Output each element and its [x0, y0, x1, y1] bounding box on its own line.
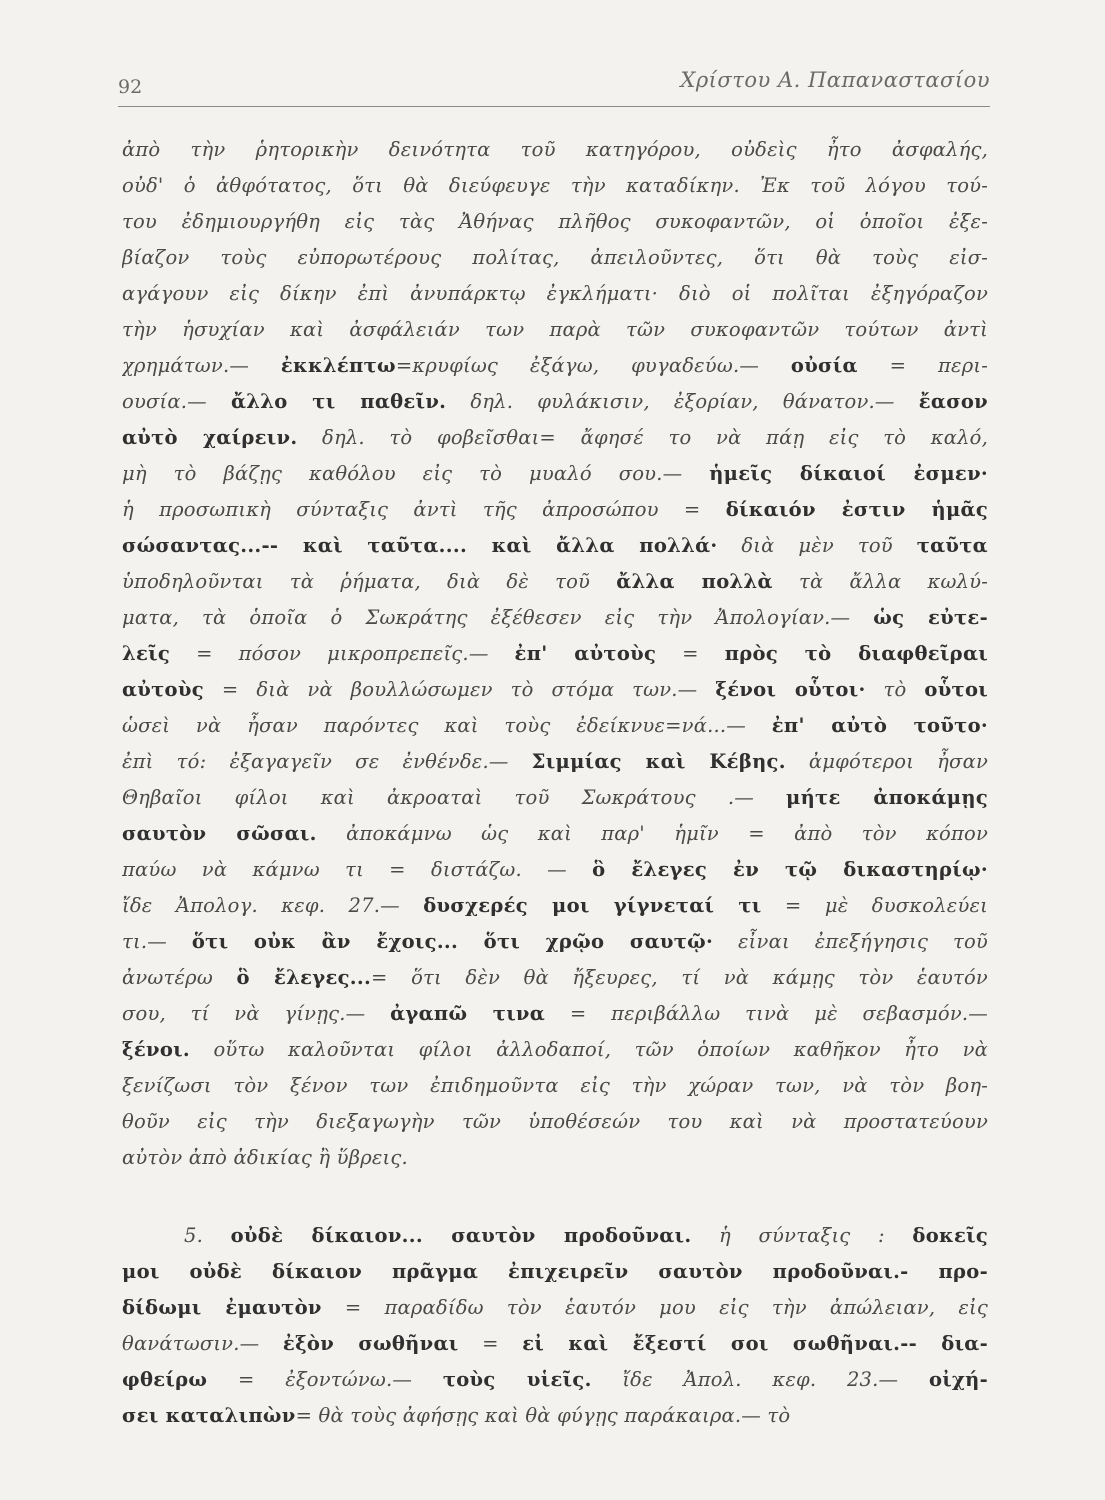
text-segment: ἴδε Ἀπολ. κεφ. 23.—: [591, 1368, 929, 1391]
text-segment: = διὰ νὰ βουλλώσωμεν τὸ στόμα των.—: [203, 678, 716, 701]
bold-term: οὗτοι: [924, 678, 988, 701]
paragraph: [122, 1218, 988, 1434]
text-segment: =κρυφίως ἐξάγω, φυγαδεύω.—: [395, 354, 791, 377]
bold-term: ταῦτα: [916, 534, 988, 557]
bold-term: πρὸς τὸ διαφθεῖραι: [724, 642, 988, 665]
bold-term: ἐπ' αὐτὸ τοῦτο·: [771, 714, 988, 737]
text-segment: ματα, τὰ ὁποῖα ὁ Σωκράτης ἐξέθεσεν εἰς τὴν Ἀπολογίαν.—: [122, 606, 874, 629]
paragraph-gap: [122, 1176, 988, 1218]
text-segment: = παραδίδω τὸν ἑαυτόν μου εἰς τὴν ἀπώλειαν, εἰς: [321, 1296, 988, 1319]
bold-term: σώσαντας...-- καὶ ταῦτα.... καὶ ἄλλα πολλά·: [122, 534, 718, 557]
text-segment: ἐπὶ τό: ἐξαγαγεῖν σε ἐνθένδε.—: [122, 750, 532, 773]
text-segment: του ἐδημιουργήθη εἰς τὰς Ἀθήνας πλῆθος συκοφαντῶν, οἱ ὁποῖοι ἐξε-: [122, 210, 988, 233]
text-line: [122, 456, 988, 492]
bold-term: εἰ καὶ ἔξεστί σοι σωθῆναι.-- δια-: [522, 1332, 988, 1355]
text-segment: =: [656, 642, 725, 665]
bold-term: οἰχή-: [928, 1368, 988, 1391]
text-line: [122, 492, 988, 528]
text-segment: ἡ προσωπικὴ σύνταξις ἀντὶ τῆς ἀπροσώπου =: [122, 498, 726, 521]
text-line: [122, 708, 988, 744]
bold-term: ὅτι οὐκ ἂν ἔχοις... ὅτι χρῷο σαυτῷ·: [191, 930, 714, 953]
text-line: [122, 1326, 988, 1362]
bold-term: τοὺς υἱεῖς.: [442, 1368, 592, 1391]
text-segment: αὐτὸν ἀπὸ ἀδικίας ἢ ὕβρεις.: [122, 1146, 408, 1169]
text-line: [122, 1032, 988, 1068]
bold-term: αὐτὸ χαίρειν.: [122, 426, 298, 449]
text-segment: παύω νὰ κάμνω τι = διστάζω. —: [122, 858, 593, 881]
text-segment: =: [458, 1332, 523, 1355]
text-segment: = ἐξοντώνω.—: [207, 1368, 443, 1391]
text-segment: ἀποκάμνω ὡς καὶ παρ' ἡμῖν = ἀπὸ τὸν κόπον: [316, 822, 988, 845]
bold-term: λεῖς: [122, 642, 171, 665]
text-segment: ἀπὸ τὴν ῥητορικὴν δεινότητα τοῦ κατηγόρου, οὐδεὶς ἦτο ἀσφαλής,: [122, 138, 988, 161]
bold-term: δυσχερές μοι γίγνεταί τι: [423, 894, 762, 917]
text-line: [122, 420, 988, 456]
text-segment: ἴδε Ἀπολογ. κεφ. 27.—: [122, 894, 424, 917]
text-line: [122, 204, 988, 240]
text-line: [122, 384, 988, 420]
text-line: [122, 744, 988, 780]
text-segment: Θηβαῖοι φίλοι καὶ ἀκροαταὶ τοῦ Σωκράτους .—: [122, 786, 786, 809]
text-line: [122, 1140, 988, 1176]
text-segment: τὰ ἄλλα κωλύ-: [772, 570, 988, 593]
bold-term: ξένοι.: [122, 1038, 190, 1061]
bold-term: σαυτὸν σῶσαι.: [122, 822, 317, 845]
paragraph: [122, 132, 988, 1176]
page-number: 92: [118, 76, 143, 98]
text-line: [122, 1290, 988, 1326]
text-line: [122, 1254, 988, 1290]
text-segment: = μὲ δυσκολεύει: [761, 894, 988, 917]
text-line: [122, 132, 988, 168]
text-line: [122, 996, 988, 1032]
bold-term: φθείρω: [122, 1368, 208, 1391]
text-line: [122, 240, 988, 276]
text-segment: οὕτω καλοῦνται φίλοι ἀλλοδαποί, τῶν ὁποίων καθῆκον ἦτο νὰ: [189, 1038, 988, 1061]
text-segment: ὡσεὶ νὰ ἦσαν παρόντες καὶ τοὺς ἐδείκνυε=νά...—: [122, 714, 772, 737]
text-line: [122, 1398, 988, 1434]
bold-term: ἔασον: [918, 390, 988, 413]
bold-term: ξένοι οὗτοι·: [715, 678, 866, 701]
text-segment: εἶναι ἐπεξήγησις τοῦ: [713, 930, 988, 953]
bold-term: ἄλλα πολλὰ: [616, 570, 773, 593]
bold-term: ἐξὸν σωθῆναι: [282, 1332, 459, 1355]
text-segment: δηλ. φυλάκισιν, ἐξορίαν, θάνατον.—: [446, 390, 919, 413]
text-segment: βίαζον τοὺς εὐπορωτέρους πολίτας, ἀπειλοῦντες, ὅτι θὰ τοὺς εἰσ-: [122, 246, 988, 269]
text-segment: τὴν ἡσυχίαν καὶ ἀσφάλειάν των παρὰ τῶν συκοφαντῶν τούτων ἀντὶ: [122, 318, 988, 341]
bold-term: ἐπ' αὐτοὺς: [514, 642, 657, 665]
text-line: [122, 1068, 988, 1104]
text-line: [122, 168, 988, 204]
bold-term: ἡμεῖς δίκαιοί ἐσμεν·: [709, 462, 988, 485]
bold-term: οὐδὲ δίκαιον... σαυτὸν προδοῦναι.: [230, 1224, 692, 1247]
text-segment: ξενίζωσι τὸν ξένον των ἐπιδημοῦντα εἰς τὴν χώραν των, νὰ τὸν βοη-: [122, 1074, 988, 1097]
text-segment: ουσία.—: [122, 390, 231, 413]
text-segment: δηλ. τὸ φοβεῖσθαι= ἄφησέ το νὰ πάῃ εἰς τὸ καλό,: [297, 426, 988, 449]
bold-term: δοκεῖς: [912, 1224, 988, 1247]
bold-term: μήτε ἀποκάμῃς: [786, 786, 988, 809]
text-line: [122, 600, 988, 636]
text-segment: ἀμφότεροι ἦσαν: [785, 750, 988, 773]
text-segment: = περι-: [857, 354, 988, 377]
text-line: [122, 1362, 988, 1398]
text-segment: τὸ: [865, 678, 925, 701]
text-line: [122, 276, 988, 312]
text-line: [122, 636, 988, 672]
bold-term: ὡς εὐτε-: [873, 606, 988, 629]
text-segment: = θὰ τοὺς ἀφήσῃς καὶ θὰ φύγῃς παράκαιρα.— τὸ: [295, 1404, 791, 1427]
bold-term: ἀγαπῶ τινα: [390, 1002, 546, 1025]
bold-term: οὐσία: [790, 354, 858, 377]
text-segment: = ὅτι δὲν θὰ ἤξευρες, τί νὰ κάμῃς τὸν ἑαυτόν: [371, 966, 988, 989]
page-header: [118, 62, 990, 107]
text-segment: ὑποδηλοῦνται τὰ ῥήματα, διὰ δὲ τοῦ: [122, 570, 617, 593]
body-text: [122, 132, 988, 1434]
bold-term: δίδωμι ἐμαυτὸν: [122, 1296, 322, 1319]
bold-term: Σιμμίας καὶ Κέβης.: [531, 750, 786, 773]
text-segment: ἀνωτέρω: [122, 966, 237, 989]
text-segment: τι.—: [122, 930, 192, 953]
text-segment: = περιβάλλω τινὰ μὲ σεβασμόν.—: [545, 1002, 988, 1025]
text-line: [122, 816, 988, 852]
text-line: [122, 348, 988, 384]
text-segment: αγάγουν εἰς δίκην ἐπὶ ἀνυπάρκτῳ ἐγκλήματι· διὸ οἱ πολῖται ἐξηγόραζον: [122, 282, 988, 305]
text-line: [122, 960, 988, 996]
text-segment: 5.: [184, 1224, 231, 1247]
text-line: [122, 672, 988, 708]
bold-term: σει καταλιπὼν: [122, 1404, 296, 1427]
text-segment: μὴ τὸ βάζῃς καθόλου εἰς τὸ μυαλό σου.—: [122, 462, 710, 485]
text-line: [122, 888, 988, 924]
bold-term: ἐκκλέπτω: [280, 354, 396, 377]
text-line: [122, 1104, 988, 1140]
text-segment: χρημάτων.—: [122, 354, 281, 377]
text-segment: οὐδ' ὁ ἀθφότατος, ὅτι θὰ διεύφευγε τὴν καταδίκην. Ἐκ τοῦ λόγου τού-: [122, 174, 988, 197]
text-segment: θανάτωσιν.—: [122, 1332, 283, 1355]
text-line: [122, 564, 988, 600]
text-segment: θοῦν εἰς τὴν διεξαγωγὴν τῶν ὑποθέσεών του καὶ νὰ προστατεύουν: [122, 1110, 988, 1133]
running-head: Χρίστου Α. Παπαναστασίου: [680, 68, 990, 92]
text-segment: σου, τί νὰ γίνῃς.—: [122, 1002, 391, 1025]
text-line: [122, 924, 988, 960]
bold-term: ἄλλο τι παθεῖν.: [230, 390, 447, 413]
text-line: [122, 528, 988, 564]
text-line: [122, 852, 988, 888]
bold-term: μοι οὐδὲ δίκαιον πρᾶγμα ἐπιχειρεῖν σαυτὸν προδοῦναι.- προ-: [122, 1260, 988, 1283]
bold-term: ὃ ἔλεγες ἐν τῷ δικαστηρίῳ·: [592, 858, 988, 881]
bold-term: ὃ ἔλεγες...: [236, 966, 372, 989]
text-segment: = πόσον μικροπρεπεῖς.—: [170, 642, 515, 665]
text-line: [122, 780, 988, 816]
text-line: [122, 1218, 988, 1254]
text-segment: ἡ σύνταξις :: [691, 1224, 913, 1247]
bold-term: αὐτοὺς: [122, 678, 204, 701]
text-segment: διὰ μὲν τοῦ: [717, 534, 917, 557]
bold-term: δίκαιόν ἐστιν ἡμᾶς: [725, 498, 988, 521]
text-line: [122, 312, 988, 348]
